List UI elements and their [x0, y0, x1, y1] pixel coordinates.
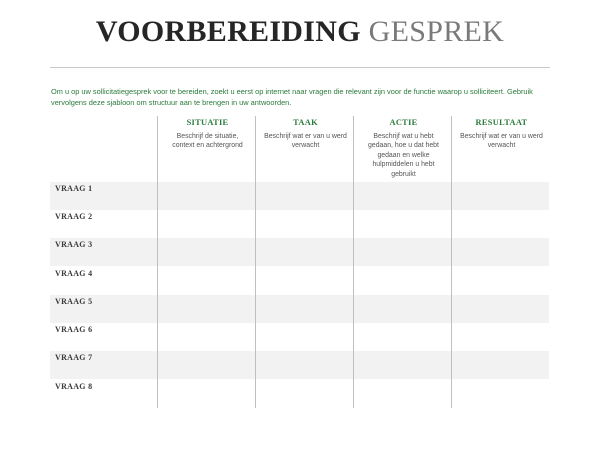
row-label-vraag-1: VRAAG 1 — [55, 184, 93, 193]
column-divider — [353, 116, 354, 408]
column-divider — [157, 116, 158, 408]
row-label-vraag-8: VRAAG 8 — [55, 382, 93, 391]
column-header-taak — [257, 117, 354, 151]
row-label-vraag-3: VRAAG 3 — [55, 240, 93, 249]
title-bold: VOORBEREIDING — [95, 15, 361, 48]
column-description: Beschrijf wat u hebt gedaan, hoe u dat hebt gedaan en welke hulpmiddelen u hebt gebruikt — [368, 133, 439, 178]
row-band — [50, 182, 549, 210]
column-description: Beschrijf de situatie, context en achtergrond — [172, 133, 243, 150]
column-description: Beschrijf wat er van u werd verwacht — [460, 133, 543, 150]
column-heading: RESULTAAT — [475, 118, 528, 127]
row-label-vraag-7: VRAAG 7 — [55, 353, 93, 362]
column-heading: ACTIE — [389, 118, 418, 127]
column-description: Beschrijf wat er van u werd verwacht — [264, 133, 347, 150]
row-band — [50, 295, 549, 323]
row-label-vraag-5: VRAAG 5 — [55, 297, 93, 306]
row-band — [50, 351, 549, 379]
row-label-vraag-2: VRAAG 2 — [55, 212, 93, 221]
column-header-actie — [355, 117, 452, 179]
row-label-vraag-6: VRAAG 6 — [55, 325, 93, 334]
column-heading: TAAK — [293, 118, 318, 127]
column-divider — [255, 116, 256, 408]
column-header-resultaat — [453, 117, 550, 151]
row-label-vraag-4: VRAAG 4 — [55, 269, 93, 278]
title-light: GESPREK — [368, 15, 505, 48]
row-band — [50, 238, 549, 266]
column-heading: SITUATIE — [186, 118, 229, 127]
column-header-situatie — [159, 117, 256, 151]
intro-text: Om u op uw sollicitatiegesprek voor te bereiden, zoekt u eerst op internet naar vragen die relevant zijn voor de functie waarop u solliciteert. Gebruik vervolgens deze sjabloon om structuur aan te brengen in uw antwoorden. — [51, 87, 533, 107]
